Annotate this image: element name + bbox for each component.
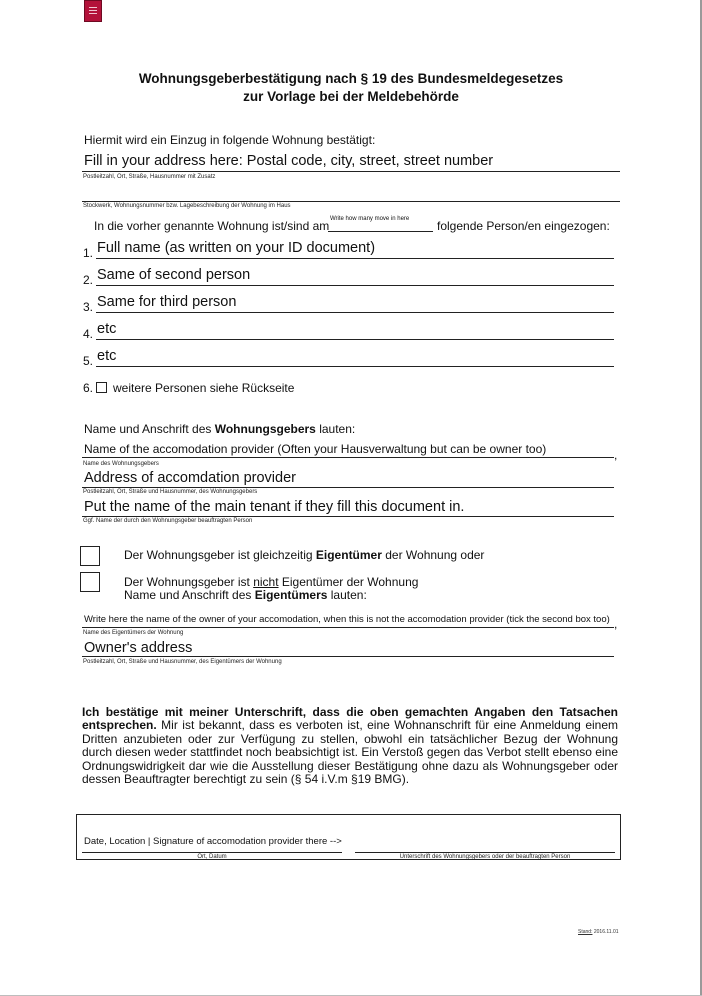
floor-line <box>82 201 620 202</box>
floor-label: Stockwerk, Wohnungsnummer bzw. Lagebeschreibung der Wohnung im Haus <box>83 203 291 209</box>
move-in-prefix: In die vorher genannte Wohnung ist/sind am <box>94 219 330 233</box>
owner-address-field[interactable]: Owner's address <box>84 640 193 656</box>
move-in-date-line <box>328 231 433 232</box>
footer-stand: Stand: 2016.11.01 <box>578 929 619 935</box>
landlord-name-label: Name des Wohnungsgebers <box>83 461 159 467</box>
owner-yes-checkbox[interactable] <box>80 546 100 566</box>
signature-date-line <box>82 852 342 853</box>
landlord-heading: Name und Anschrift des Wohnungsgebers lauten: <box>84 422 356 436</box>
landlord-address-label: Postleitzahl, Ort, Straße und Hausnummer, des Wohnungsgebers <box>83 489 258 495</box>
signature-date-field[interactable]: Date, Location | Signature of accomodation provider there --> <box>84 836 342 847</box>
owner-name-comma: , <box>614 617 618 631</box>
owner-name-field[interactable]: Write here the name of the owner of your accomodation, when this is not the accomodation provider (tick the second box too) <box>84 614 610 625</box>
title-line-2: zur Vorlage bei der Meldebehörde <box>243 89 459 104</box>
owner-name-line <box>82 627 614 628</box>
person-1-number: 1. <box>83 246 94 260</box>
owner-no-label-line2: Name und Anschrift des Eigentümers lauten: <box>124 588 367 602</box>
person-2-line <box>96 285 614 286</box>
person-3-line <box>96 312 614 313</box>
landlord-address-field[interactable]: Address of accomdation provider <box>84 470 296 486</box>
owner-address-line <box>82 656 614 657</box>
person-4-number: 4. <box>83 327 94 341</box>
person-5-line <box>96 366 614 367</box>
more-persons-checkbox[interactable] <box>96 382 107 393</box>
more-persons-label: weitere Personen siehe Rückseite <box>113 381 295 395</box>
owner-no-label: Der Wohnungsgeber ist nicht Eigentümer der Wohnung <box>124 575 419 589</box>
person-5-number: 5. <box>83 354 94 368</box>
person-4-field[interactable]: etc <box>97 321 117 337</box>
owner-yes-label: Der Wohnungsgeber ist gleichzeitig Eigentümer der Wohnung oder <box>124 548 485 562</box>
signature-sign-label: Unterschrift des Wohnungsgebers oder der beauftragten Person <box>399 854 571 860</box>
landlord-agent-line <box>82 516 614 517</box>
document-logo-icon <box>84 0 102 22</box>
move-in-suffix: folgende Person/en eingezogen: <box>437 219 610 233</box>
move-in-date-field[interactable]: Write how many move in here <box>330 216 410 222</box>
person-4-line <box>96 339 614 340</box>
landlord-agent-label: Ggf. Name der durch den Wohnungsgeber beauftragten Person <box>83 518 253 524</box>
owner-name-label: Name des Eigentümers der Wohnung <box>83 630 184 636</box>
landlord-name-comma: , <box>614 448 618 462</box>
owner-address-label: Postleitzahl, Ort, Straße und Hausnummer, des Eigentümers der Wohnung <box>83 659 282 665</box>
person-2-field[interactable]: Same of second person <box>97 267 251 283</box>
person-6-number: 6. <box>83 381 94 395</box>
landlord-name-line <box>82 457 614 458</box>
title-line-1: Wohnungsgeberbestätigung nach § 19 des Bundesmeldegesetzes <box>138 71 564 86</box>
address-label: Postleitzahl, Ort, Straße, Hausnummer mit Zusatz <box>83 174 216 180</box>
person-1-line <box>96 258 614 259</box>
person-1-field[interactable]: Full name (as written on your ID document) <box>97 240 376 256</box>
landlord-name-field[interactable]: Name of the accomodation provider (Often your Hausverwaltung but can be owner too) <box>84 442 547 456</box>
signature-sign-line <box>355 852 615 853</box>
landlord-agent-field[interactable]: Put the name of the main tenant if they fill this document in. <box>84 499 465 515</box>
person-5-field[interactable]: etc <box>97 348 117 364</box>
address-field[interactable]: Fill in your address here: Postal code, city, street, street number <box>84 153 494 169</box>
address-line <box>82 171 620 172</box>
person-3-number: 3. <box>83 300 94 314</box>
landlord-address-line <box>82 487 614 488</box>
person-3-field[interactable]: Same for third person <box>97 294 237 310</box>
person-2-number: 2. <box>83 273 94 287</box>
owner-no-checkbox[interactable] <box>80 572 100 592</box>
intro-text: Hiermit wird ein Einzug in folgende Wohnung bestätigt: <box>84 133 376 147</box>
declaration-paragraph: Ich bestätige mit meiner Unterschrift, dass die oben gemachten Angaben den Tatsachen entsprechen. Mir ist bekannt, dass es verboten ist, eine Wohnanschrift für eine Anmeldung einem Dritten anzubieten oder zur Verfügung zu stellen, obwohl ein tatsächlicher Bezug der Wohnung durch diesen weder stattfindet noch beabsichtigt ist. Ein Verstoß gegen das Verbot stellt ebenso eine Ordnungswidrigkeit dar wie die Ausstellung dieser Bestätigung ohne dazu als Wohnungsgeber oder dessen Beauftragter berechtigt zu sein (§ 54 i.V.m §19 BMG). <box>82 705 618 787</box>
signature-date-label: Ort, Datum <box>197 854 227 860</box>
